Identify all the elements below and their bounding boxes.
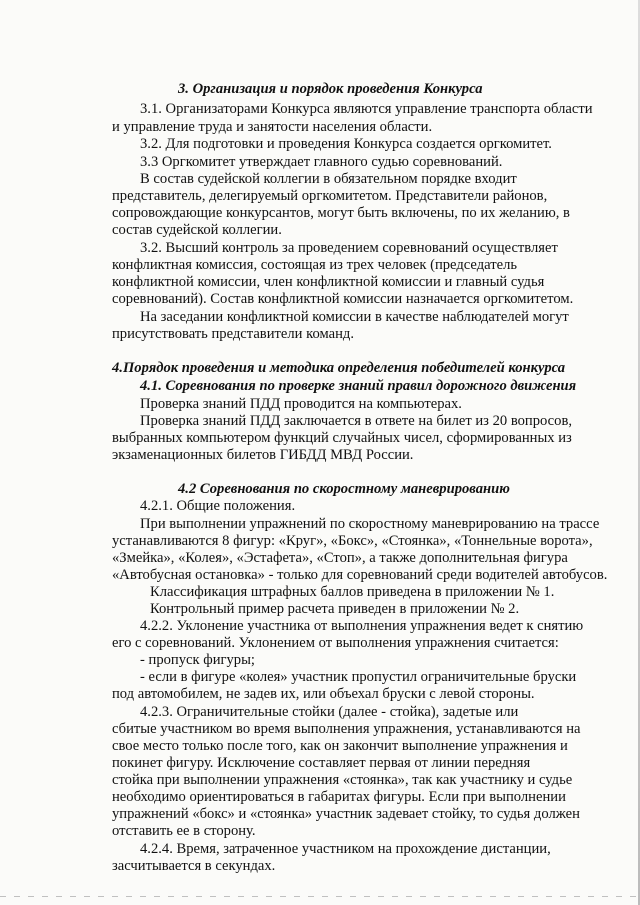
- paragraph-line: Классификация штрафных баллов приведена в приложении № 1.: [150, 584, 555, 600]
- paragraph-line: Проверка знаний ПДД заключается в ответе на билет из 20 вопросов,: [140, 413, 572, 429]
- scan-artifact-divider: [0, 896, 640, 897]
- paragraph-line: покинет фигуру. Исключение составляет первая от линии передняя: [112, 755, 531, 771]
- paragraph-line: представитель, делегируемый оргкомитетом. Представители районов,: [112, 188, 548, 204]
- paragraph-line: «Автобусная остановка» - только для соревнований среди водителей автобусов.: [112, 567, 608, 583]
- paragraph-line: сопровождающие конкурсантов, могут быть включены, по их желанию, в: [112, 205, 570, 221]
- subsection-4-1-heading: 4.1. Соревнования по проверке знаний правил дорожного движения: [140, 378, 577, 394]
- section-4-heading: 4.Порядок проведения и методика определения победителей конкурса: [112, 360, 566, 376]
- paragraph-line: упражнений «бокс» и «стоянка» участник задевает стойку, то судья должен: [112, 806, 580, 822]
- paragraph-line: конфликтная комиссия, состоящая из трех человек (председатель: [112, 257, 518, 273]
- paragraph-line: необходимо ориентироваться в габаритах фигуры. Если при выполнении: [112, 789, 566, 805]
- paragraph-line: «Змейка», «Колея», «Эстафета», «Стоп», а также дополнительная фигура: [112, 550, 568, 566]
- paragraph-line: 3.3 Оргкомитет утверждает главного судью соревнований.: [140, 154, 503, 170]
- paragraph-line: 4.2.1. Общие положения.: [140, 498, 296, 514]
- paragraph-line: конфликтной комиссии, член конфликтной комиссии и главный судья: [112, 274, 545, 290]
- paragraph-line: 3.2. Для подготовки и проведения Конкурса создается оргкомитет.: [140, 136, 552, 152]
- paragraph-line: соревнований). Состав конфликтной комиссии назначается оргкомитетом.: [112, 291, 574, 307]
- paragraph-line: экзаменационных билетов ГИБДД МВД России.: [112, 447, 414, 463]
- paragraph-line: В состав судейской коллегии в обязательном порядке входит: [140, 171, 517, 187]
- paragraph-line: состав судейской коллегии.: [112, 222, 282, 238]
- paragraph-line: 4.2.3. Ограничительные стойки (далее - стойка), задетые или: [140, 704, 519, 720]
- paragraph-line: выбранных компьютером функций случайных чисел, сформированных из: [112, 430, 572, 446]
- paragraph-line: Контрольный пример расчета приведен в приложении № 2.: [150, 601, 520, 617]
- paragraph-line: и управление труда и занятости населения области.: [112, 119, 433, 135]
- paragraph-line: сбитые участником во время выполнения упражнения, устанавливаются на: [112, 721, 581, 737]
- paragraph-line: стойка при выполнении упражнения «стоянка», так как участнику и судье: [112, 772, 573, 788]
- paragraph-line: присутствовать представители команд.: [112, 326, 354, 342]
- paragraph-line: 3.2. Высший контроль за проведением соревнований осуществляет: [140, 240, 558, 256]
- paragraph-line: устанавливаются 8 фигур: «Круг», «Бокс», «Стоянка», «Тоннельные ворота»,: [112, 533, 593, 549]
- paragraph-line: На заседании конфликтной комиссии в качестве наблюдателей могут: [140, 309, 569, 325]
- list-item: - пропуск фигуры;: [140, 652, 255, 668]
- paragraph-line: 4.2.4. Время, затраченное участником на прохождение дистанции,: [140, 841, 551, 857]
- paragraph-line: 4.2.2. Уклонение участника от выполнения упражнения ведет к снятию: [140, 618, 584, 634]
- paragraph-line: под автомобилем, не задев их, или объехал бруски с левой стороны.: [112, 686, 535, 702]
- list-item: - если в фигуре «колея» участник пропустил ограничительные бруски: [140, 669, 577, 685]
- paragraph-line: отставить ее в сторону.: [112, 823, 256, 839]
- paragraph-line: свое место только после того, как он закончит выполнение упражнения и: [112, 738, 568, 754]
- section-3-heading: 3. Организация и порядок проведения Конкурса: [178, 81, 483, 97]
- paragraph-line: Проверка знаний ПДД проводится на компьютерах.: [140, 396, 462, 412]
- paragraph-line: 3.1. Организаторами Конкурса являются управление транспорта области: [140, 101, 593, 117]
- subsection-4-2-heading: 4.2 Соревнования по скоростному маневрированию: [178, 481, 510, 497]
- paragraph-line: При выполнении упражнений по скоростному маневрированию на трассе: [140, 516, 600, 532]
- paragraph-line: его с соревнований. Уклонением от выполнения упражнения считается:: [112, 635, 559, 651]
- paragraph-line: засчитывается в секундах.: [112, 858, 276, 874]
